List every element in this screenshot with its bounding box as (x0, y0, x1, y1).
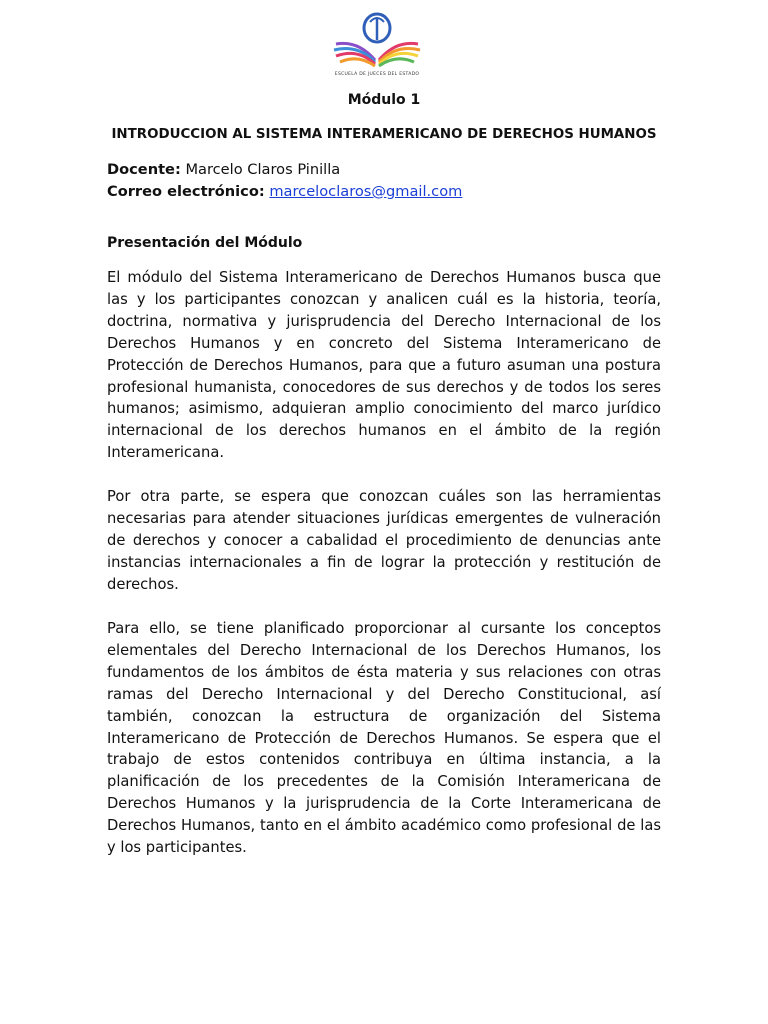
paragraph: El módulo del Sistema Interamericano de Derechos Humanos busca que las y los participantes conozcan y analicen cuál es la historia, teoría, doctrina, normativa y jurisprudencia del Derecho Internacional de los Derechos Humanos y en concreto del Sistema Interamericano de Protección de Derechos Humanos, para que a futuro asuman una postura profesional humanista, conocedores de sus derechos y de todos los seres humanos; asimismo, adquieran amplio conocimiento del marco jurídico internacional de los derechos humanos en el ámbito de la región Interamericana. (107, 269, 661, 462)
paragraph: Para ello, se tiene planificado proporcionar al cursante los conceptos elementales del Derecho Internacional de los Derechos Humanos, los fundamentos de los ámbitos de ésta materia y sus relaciones con otras ramas del Derecho Internacional y del Derecho Constitucional, así también, conozcan la estructura de organización del Sistema Interamericano de Protección de Derechos Humanos. Se espera que el trabajo de estos contenidos contribuya en última instancia, a la planificación de los precedentes de la Comisión Interamericana de Derechos Humanos y la jurisprudencia de la Corte Interamericana de Derechos Humanos, tanto en el ámbito académico como profesional de las y los participantes. (107, 620, 661, 857)
teacher-name: Marcelo Claros Pinilla (185, 161, 341, 178)
email-label: Correo electrónico: (107, 183, 265, 200)
paragraph: Por otra parte, se espera que conozcan cuáles son las herramientas necesarias para atender situaciones jurídicas emergentes de vulneración de derechos y conocer a cabalidad el procedimiento de denuncias ante instancias internacionales a fin de lograr la protección y restitución de derechos. (107, 488, 661, 593)
document-title: INTRODUCCION AL SISTEMA INTERAMERICANO DE DERECHOS HUMANOS (111, 127, 657, 142)
open-book-icon (330, 10, 424, 72)
document-meta (107, 159, 667, 203)
logo-caption: ESCUELA DE JUECES DEL ESTADO (334, 72, 420, 77)
teacher-line (107, 159, 667, 181)
module-title: Módulo 1 (347, 92, 421, 108)
email-link[interactable]: marceloclaros@gmail.com (269, 183, 463, 200)
teacher-label: Docente: (107, 161, 181, 178)
email-line (107, 181, 667, 203)
section-heading: Presentación del Módulo (107, 235, 303, 251)
school-logo (330, 10, 424, 82)
